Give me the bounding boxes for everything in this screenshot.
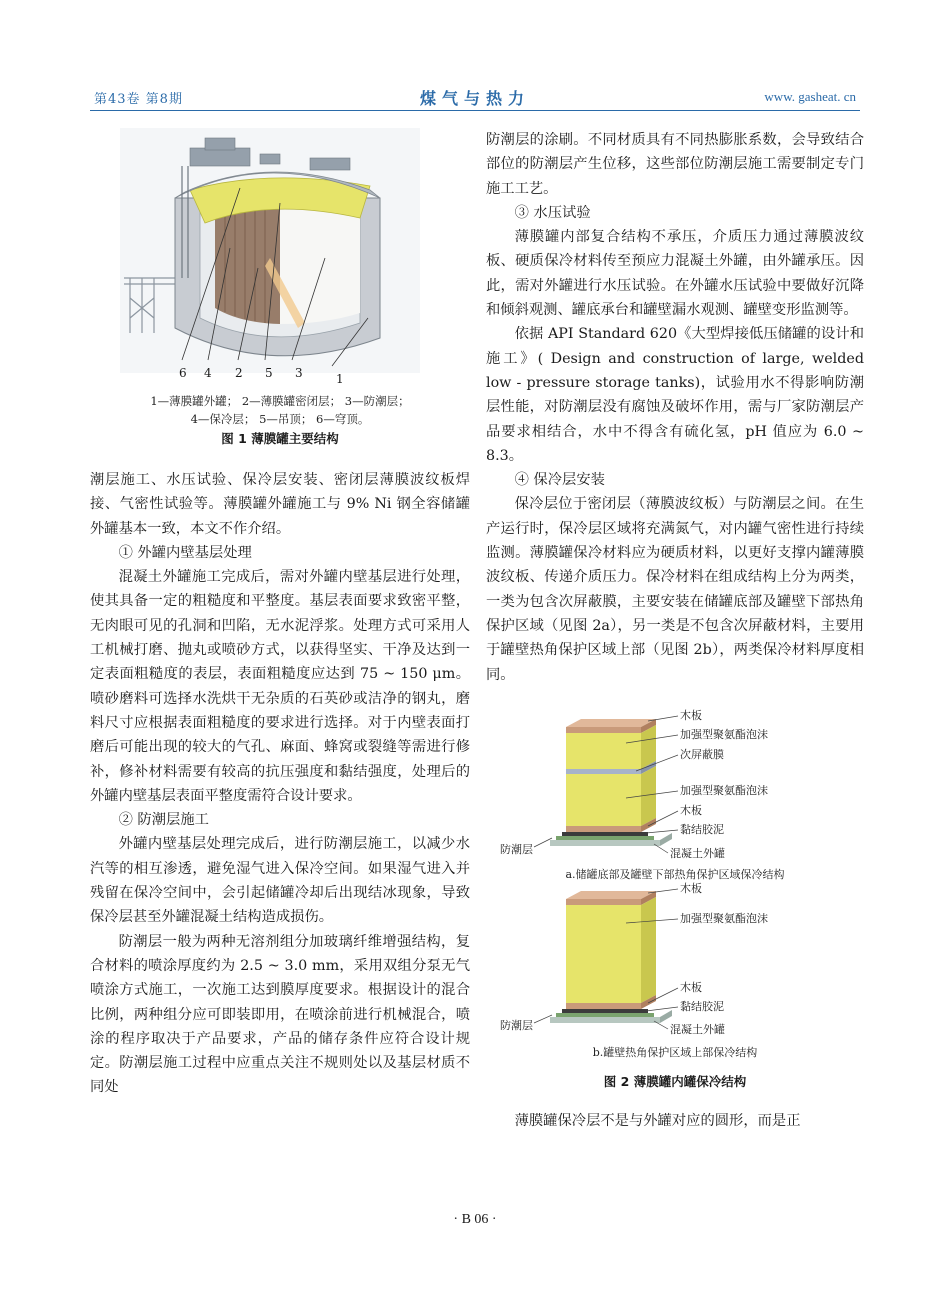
label-b-wood-bottom: 木板	[680, 980, 702, 994]
label-a-foam-1: 加强型聚氨酯泡沫	[680, 727, 768, 741]
callout-2: 2	[235, 366, 243, 380]
page-number: · B 06 ·	[453, 1212, 497, 1227]
figure-1-title: 图 1 薄膜罐主要结构	[221, 431, 339, 446]
journal-url: www. gasheat. cn	[764, 89, 856, 104]
figure-1-legend-line-1: 1—薄膜罐外罐； 2—薄膜罐密闭层； 3—防潮层；	[150, 394, 410, 408]
paragraph: 薄膜罐内部复合结构不承压，介质压力通过薄膜波纹板、硬质保冷材料传至预应力混凝土外罐，由外罐承压。因此，需对外罐进行水压试验。在外罐水压试验中要做好沉降和倾斜观测、罐底承台和罐壁漏水观测、罐壁变形监测等。	[486, 229, 864, 319]
paragraph: 防潮层的涂刷。不同材质具有不同热膨胀系数，会导致结合部位的防潮层产生位移，这些部位防潮层施工需要制定专门施工工艺。	[486, 132, 864, 197]
paragraph: 外罐内壁基层处理完成后，进行防潮层施工，以减少水汽等的相互渗透，避免湿气进入保冷空间。如果湿气进入并残留在保冷空间中，会引起储罐冷却后出现结冰现象，导致保冷层甚至外罐混凝土结构造成损伤。	[90, 836, 470, 926]
journal-title: 煤气与热力	[419, 89, 530, 108]
callout-5: 5	[265, 366, 273, 380]
label-b-moisture-barrier: 防潮层	[500, 1018, 533, 1032]
label-a-secondary-membrane: 次屏蔽膜	[680, 747, 724, 761]
panel-b-stack	[550, 891, 672, 1023]
paragraph: 防潮层一般为两种无溶剂组分加玻璃纤维增强结构，复合材料的喷涂厚度约为 2.5 ~ 3.0 mm，采用双组分泵无气喷涂方式施工，一次施工达到膜厚度要求。根据设计的混合比例，两种组分应可即装即用，在喷涂前进行机械混合，喷涂的程序取决于产品要求，产品的储存条件应符合设计规定。防潮层施工过程中应重点关注不规则处以及基层材质不同处	[90, 933, 470, 1096]
label-a-concrete: 混凝土外罐	[670, 846, 725, 860]
figure-2	[486, 708, 864, 1153]
right-column	[486, 128, 864, 1133]
label-a-mastic: 黏结胶泥	[680, 822, 724, 836]
section-heading-2: ② 防潮层施工	[118, 812, 209, 829]
section-heading-4: ④ 保冷层安装	[514, 472, 605, 489]
section-heading-1: ① 外罐内壁基层处理	[118, 544, 252, 561]
label-a-foam-2: 加强型聚氨酯泡沫	[680, 783, 768, 797]
panel-a-stack	[550, 719, 672, 846]
label-b-concrete: 混凝土外罐	[670, 1022, 725, 1036]
label-b-foam: 加强型聚氨酯泡沫	[680, 911, 768, 925]
figure-2-title: 图 2 薄膜罐内罐保冷结构	[603, 1073, 747, 1089]
label-a-wood-bottom: 木板	[680, 803, 702, 817]
paragraph: 潮层施工、水压试验、保冷层安装、密闭层薄膜波纹板焊接、气密性试验等。薄膜罐外罐施工与 9% Ni 钢全容储罐外罐基本一致，本文不作介绍。	[90, 472, 470, 537]
callout-1: 1	[336, 372, 344, 386]
paragraph: 保冷层位于密闭层（薄膜波纹板）与防潮层之间。在生产运行时，保冷层区域将充满氮气，对内罐气密性进行持续监测。薄膜罐保冷材料应为硬质材料，以更好支撑内罐薄膜波纹板、传递介质压力。保冷材料在组成结构上分为两类，一类为包含次屏蔽膜，主要安装在储罐底部及罐壁下部热角保护区域（见图 2a），另一类是不包含次屏蔽材料，主要用于罐壁热角保护区域上部（见图 2b），两类保冷材料厚度相同。	[486, 496, 864, 683]
paragraph: 依据 API Standard 620《大型焊接低压储罐的设计和施工》( Design and construction of large, welded low - pressure storage tanks)，试验用水不得影响防潮层性能，对防潮层没有腐蚀及破坏作用，需与厂家防潮层产品要求相结合，水中不得含有硫化氢，pH 值应为 6.0 ~ 8.3。	[486, 326, 864, 464]
paragraph: 薄膜罐保冷层不是与外罐对应的圆形，而是正	[514, 1112, 801, 1129]
membrane-tank-illustration	[120, 128, 420, 373]
callout-3: 3	[295, 366, 303, 380]
label-a-wood-top: 木板	[680, 708, 702, 722]
callout-4: 4	[204, 366, 212, 380]
left-column	[90, 128, 470, 1100]
section-heading-3: ③ 水压试验	[514, 204, 591, 221]
label-b-wood-top: 木板	[680, 881, 702, 895]
figure-1-numbers	[90, 361, 470, 386]
figure-2b-caption: b.罐壁热角保护区域上部保冷结构	[592, 1045, 758, 1059]
callout-6: 6	[179, 366, 187, 380]
figure-2a-caption: a.储罐底部及罐壁下部热角保护区域保冷结构	[565, 867, 785, 881]
volume-issue: 第43卷 第8期	[94, 92, 183, 107]
label-a-moisture-barrier: 防潮层	[500, 842, 533, 856]
running-header	[90, 86, 860, 111]
paragraph: 混凝土外罐施工完成后，需对外罐内壁基层进行处理，使其具备一定的粗糙度和平整度。基层表面要求致密平整，无肉眼可见的孔洞和凹陷，无水泥浮浆。处理方式可采用人工机械打磨、抛丸或喷砂方式，以获得坚实、干净及达到一定表面粗糙度的表层，表面粗糙度应达到 75 ~ 150 μm。喷砂磨料可选择水洗烘干无杂质的石英砂或洁净的钢丸，磨料尺寸应根据表面粗糙度的要求进行选择。对于内壁表面打磨后可能出现的较大的气孔、麻面、蜂窝或裂缝等需进行修补，修补材料需要有较高的抗压强度和黏结强度，处理后的外罐内壁基层表面平整度需符合设计要求。	[90, 569, 470, 804]
label-b-mastic: 黏结胶泥	[680, 999, 724, 1013]
figure-1-legend-line-2: 4—保冷层； 5—吊顶； 6—穹顶。	[190, 412, 370, 426]
figure-1	[90, 128, 470, 468]
